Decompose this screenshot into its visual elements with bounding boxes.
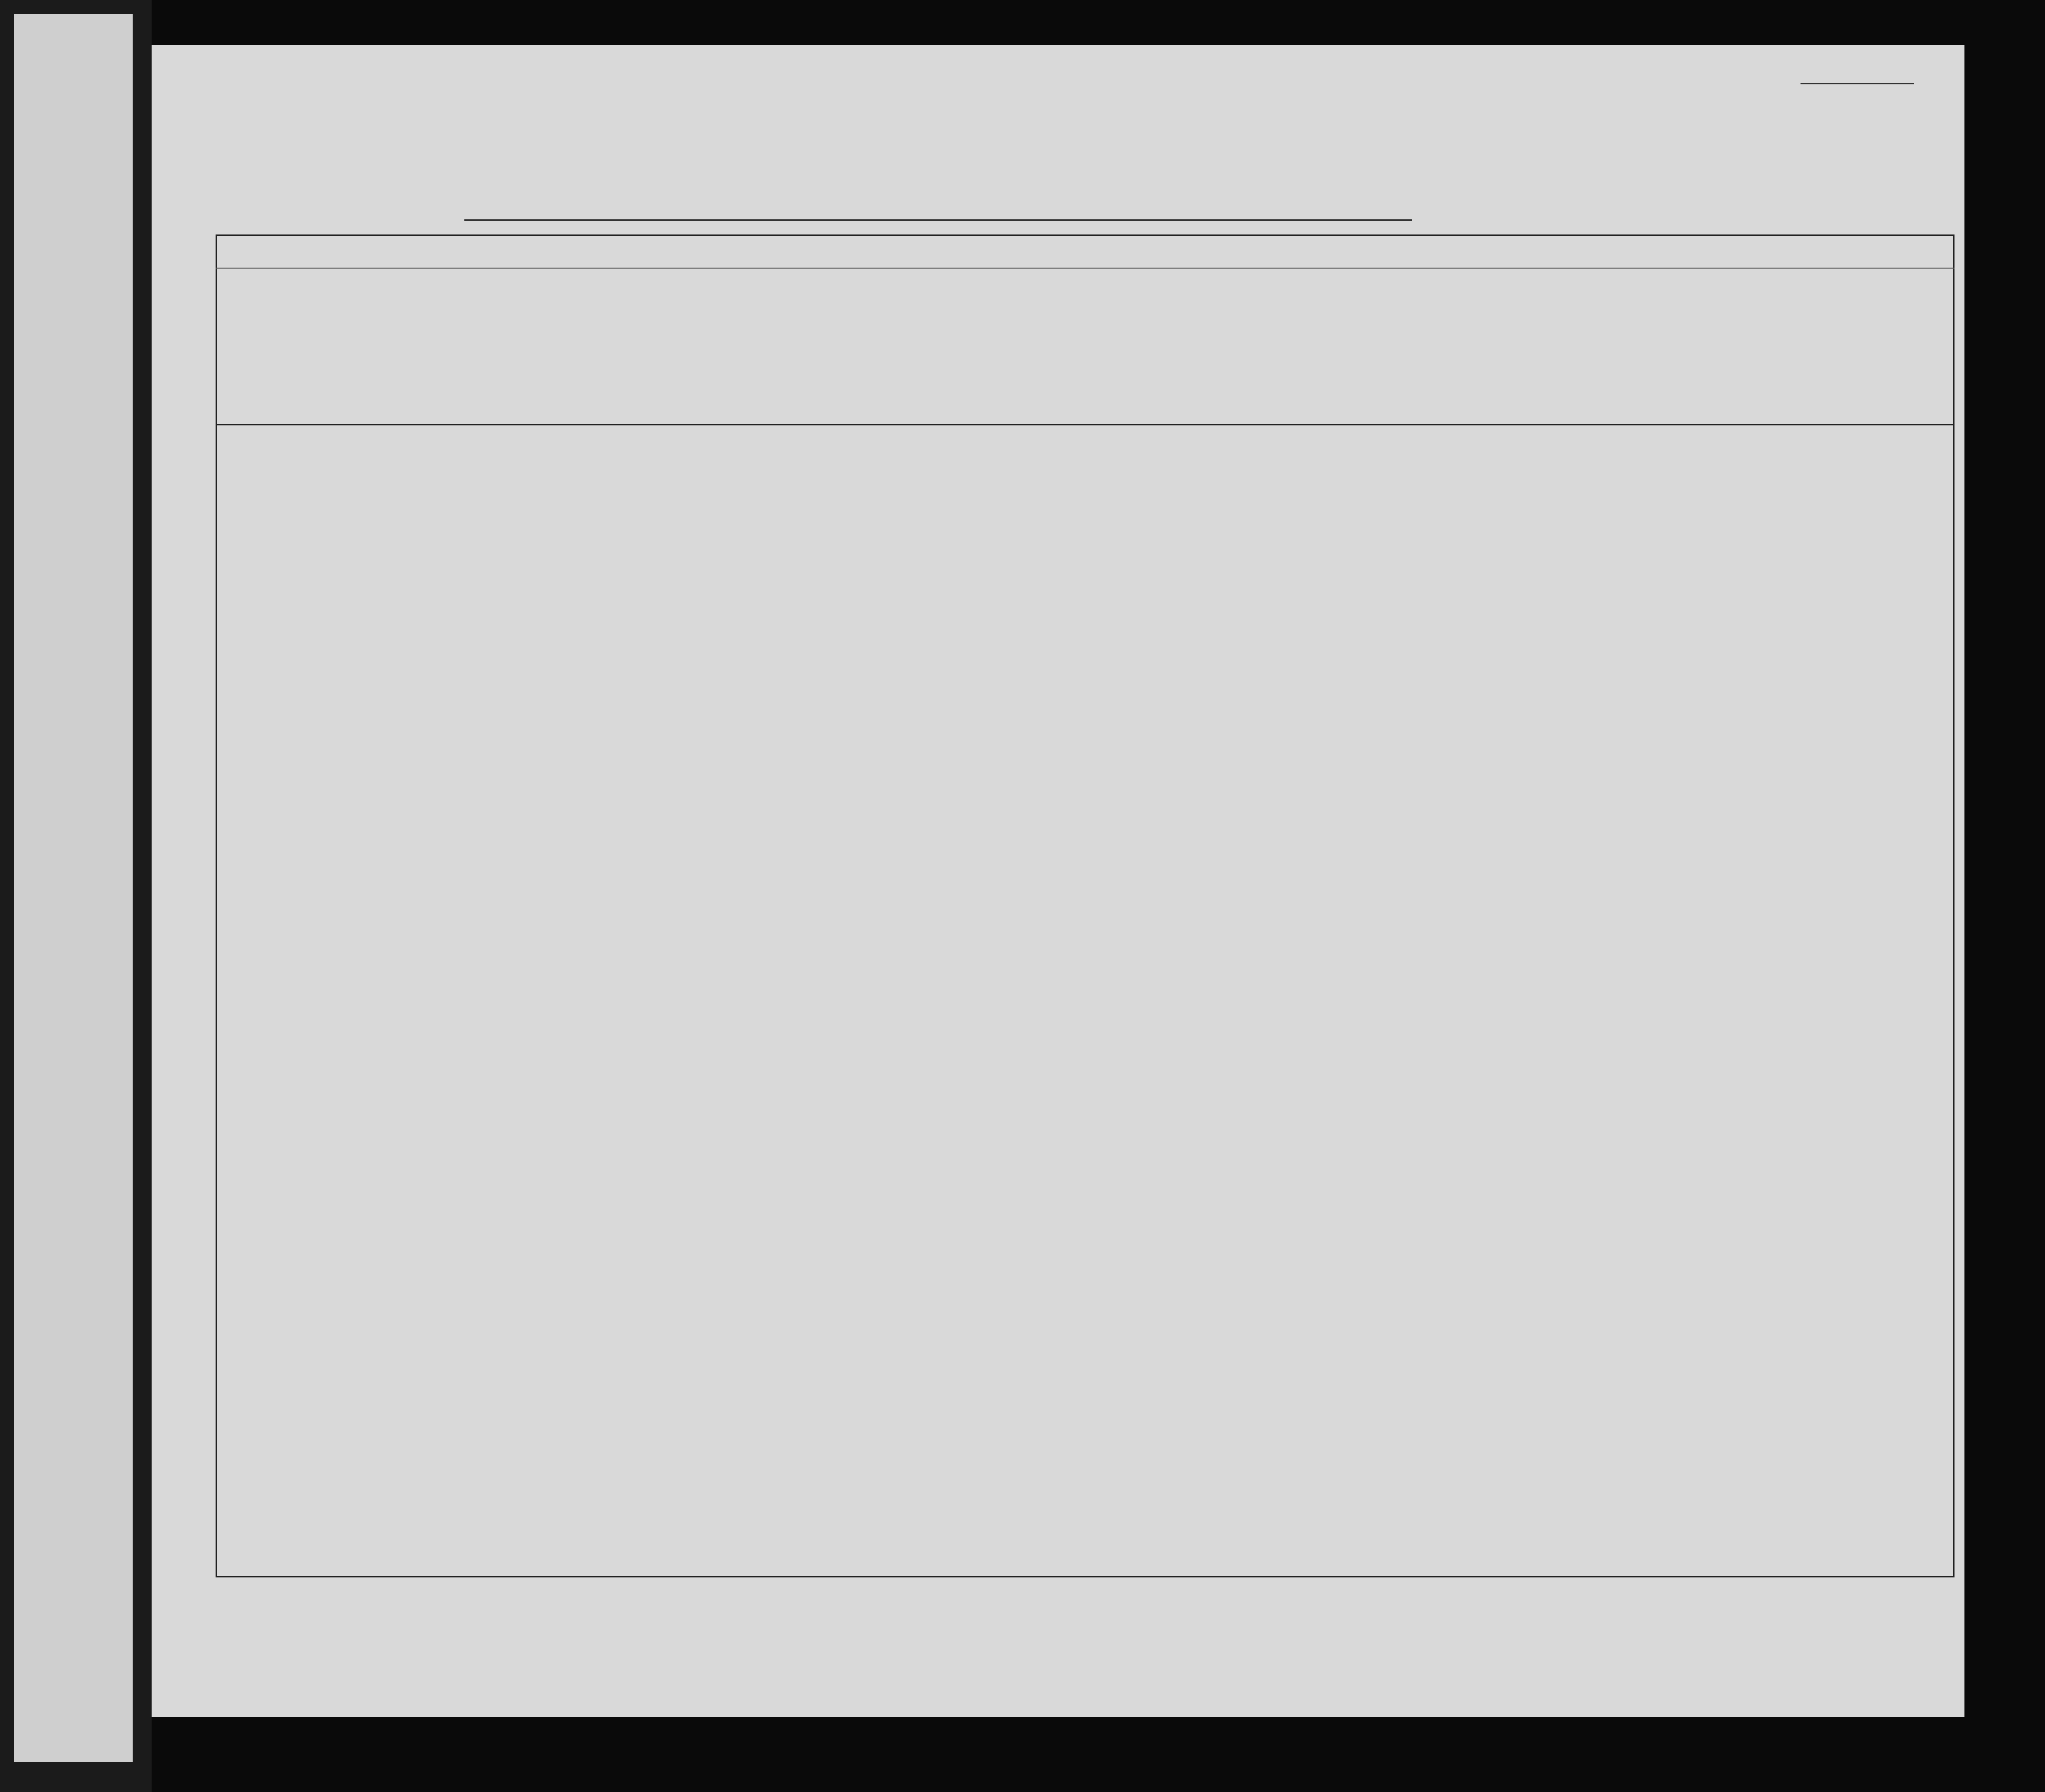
list-underline [1801,83,1914,84]
adjacent-page-edge [14,14,133,1762]
header-divider [216,268,1955,269]
table-frame [216,234,1955,1577]
arriving-underline [464,219,1412,221]
adjacent-page-strip [0,0,152,1792]
header-bottom-divider [216,424,1955,425]
manifest-sheet [152,45,1964,1717]
